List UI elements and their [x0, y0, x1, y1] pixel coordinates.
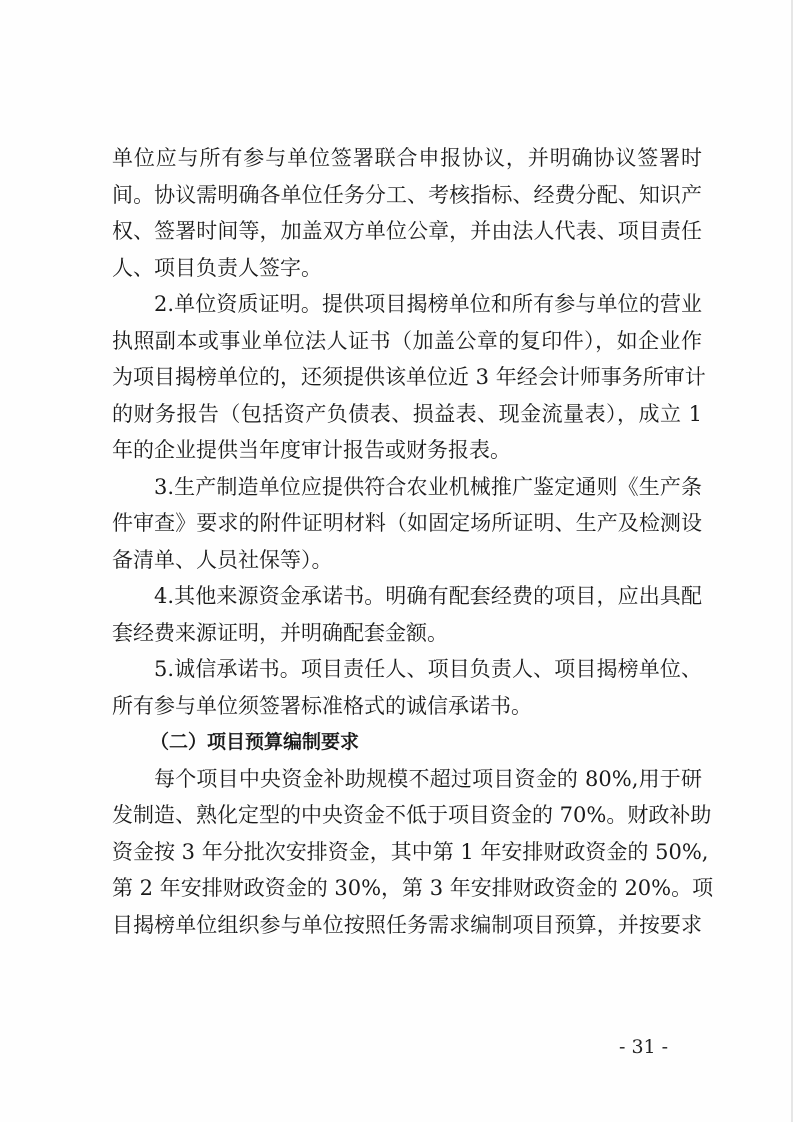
text-line: 资金按 3 年分批次安排资金，其中第 1 年安排财政资金的 50%,: [112, 839, 709, 864]
text-line: 目揭榜单位组织参与单位按照任务需求编制项目预算，并按要求: [112, 912, 702, 937]
text-line: 3.生产制造单位应提供符合农业机械推广鉴定通则《生产条: [154, 474, 702, 499]
text-line: 第 2 年安排财政资金的 30%，第 3 年安排财政资金的 20%。项: [112, 876, 714, 900]
text-line: 为项目揭榜单位的，还须提供该单位近 3 年经会计师事务所审计: [112, 365, 706, 389]
page-number: - 31 -: [619, 1036, 669, 1058]
text-line: 套经费来源证明，并明确配套金额。: [112, 620, 448, 645]
text-line: 间。协议需明确各单位任务分工、考核指标、经费分配、知识产: [112, 182, 702, 207]
text-line: 发制造、熟化定型的中央资金不低于项目资金的 70%。财政补助: [112, 803, 712, 827]
text-line: 执照副本或事业单位法人证书（加盖公章的复印件），如企业作: [112, 328, 702, 353]
text-line: 每个项目中央资金补助规模不超过项目资金的 80%,用于研: [154, 766, 702, 791]
body-text: [112, 140, 714, 943]
text-line: 的财务报告（包括资产负债表、损益表、现金流量表），成立 1: [112, 401, 702, 426]
text-line: 5.诚信承诺书。项目责任人、项目负责人、项目揭榜单位、: [154, 657, 702, 681]
text-line: 人、项目负责人签字。: [112, 255, 322, 280]
text-line: 2.单位资质证明。提供项目揭榜单位和所有参与单位的营业: [154, 292, 702, 316]
text-line: 权、签署时间等，加盖双方单位公章，并由法人代表、项目责任: [112, 219, 702, 243]
text-line: 所有参与单位须签署标准格式的诚信承诺书。: [112, 693, 532, 718]
text-line: 年的企业提供当年度审计报告或财务报表。: [112, 438, 511, 462]
section-heading: （二）项目预算编制要求: [150, 731, 360, 753]
text-line: 件审查》要求的附件证明材料（如固定场所证明、生产及检测设: [112, 511, 702, 535]
text-line: 单位应与所有参与单位签署联合申报协议，并明确协议签署时: [112, 146, 702, 170]
text-line: 4.其他来源资金承诺书。明确有配套经费的项目，应出具配: [154, 584, 702, 608]
text-line: 备清单、人员社保等）。: [112, 547, 333, 572]
